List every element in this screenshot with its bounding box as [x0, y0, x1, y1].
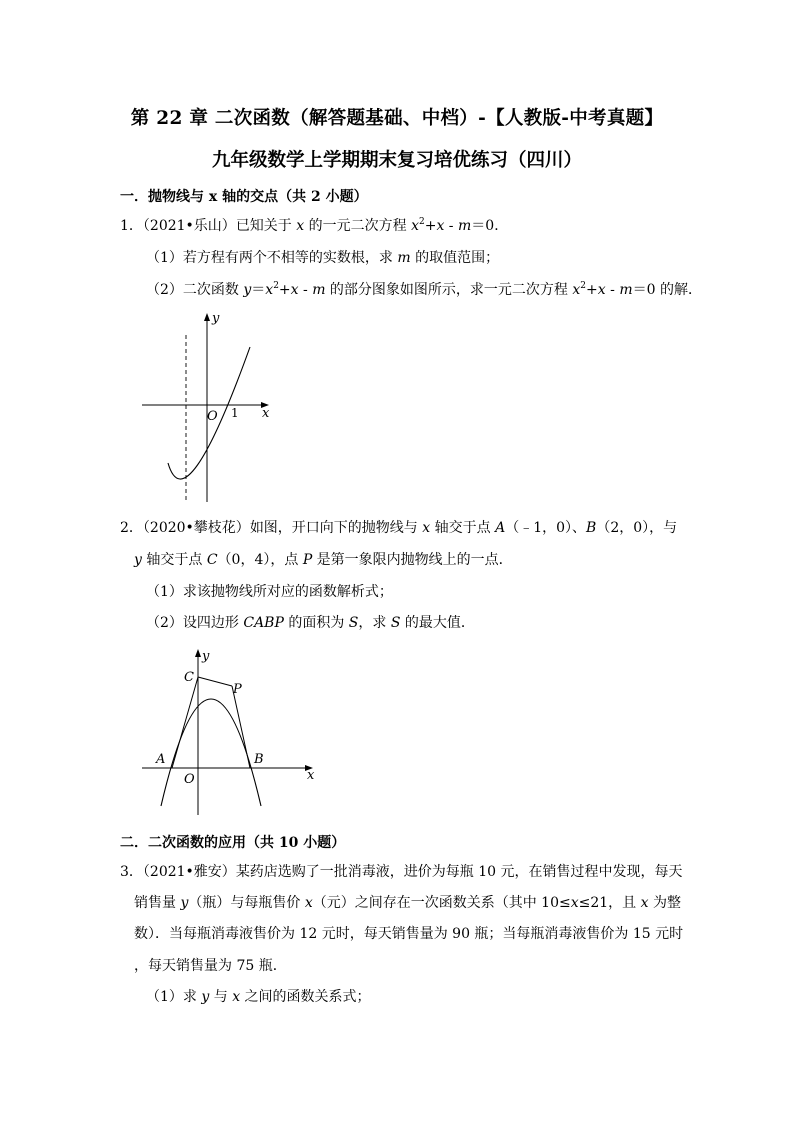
point-c-label: C — [184, 670, 194, 685]
question-3-stem-line-1: 3．（2021•雅安）某药店选购了一批消毒液，进价为每瓶 10 元，在销售过程中发现，每天 — [120, 864, 683, 880]
point-b-label: B — [254, 752, 264, 767]
point-p-label: P — [233, 682, 242, 697]
section-heading-2: 二．二次函数的应用（共 10 小题） — [120, 835, 346, 851]
question-2-stem-line-1: 2．（2020•攀枝花）如图，开口向下的抛物线与 x 轴交于点 A（﹣1，0）、B（2，0），与 — [120, 520, 678, 536]
question-2-figure — [135, 640, 325, 820]
question-3-stem-line-2: 销售量 y（瓶）与每瓶售价 x（元）之间存在一次函数关系（其中 10≤x≤21，且 x 为整 — [134, 895, 681, 911]
question-3-stem-line-3: 数）．当每瓶消毒液售价为 12 元时，每天销售量为 90 瓶；当每瓶消毒液售价为 15 元时 — [134, 926, 684, 942]
segment-pb — [232, 686, 250, 768]
question-2-stem-line-2: y 轴交于点 C（0，4），点 P 是第一象限内抛物线上的一点． — [134, 552, 513, 568]
question-1-part-2: （2）二次函数 $y=x^2+x - m$ 的部分图象如图所示，求一元二次方程 $x^2+x - m=0$ 的解． — [146, 281, 702, 298]
document-subtitle: 九年级数学上学期期末复习培优练习（四川） — [211, 150, 582, 171]
y-axis-arrow — [204, 313, 210, 321]
segment-cp — [198, 677, 232, 686]
origin-label: O — [184, 772, 195, 787]
document-title: 第 22 章 二次函数（解答题基础、中档）-【人教版-中考真题】 — [130, 108, 664, 129]
x-axis-label: x — [262, 406, 270, 421]
question-2-part-2: （2）设四边形 CABP 的面积为 S，求 S 的最大值． — [146, 615, 475, 631]
question-3-stem-line-4: ，每天销售量为 75 瓶． — [134, 958, 287, 974]
question-1-part-1: （1）若方程有两个不相等的实数根，求 m 的取值范围； — [146, 250, 500, 266]
tick-label-1: 1 — [231, 406, 239, 420]
x-axis-label: x — [307, 768, 315, 783]
question-2-part-1: （1）求该抛物线所对应的函数解析式； — [146, 584, 393, 600]
question-3-part-1: （1）求 y 与 x 之间的函数关系式； — [146, 989, 371, 1005]
question-1-stem: 1．（2021•乐山）已知关于 x 的一元二次方程 $x^2+x - m=0$． — [120, 217, 509, 234]
y-axis-arrow — [195, 649, 201, 657]
segment-ca — [172, 677, 198, 768]
y-axis-label: y — [202, 649, 210, 664]
question-1-figure — [135, 305, 285, 510]
point-a-label: A — [156, 752, 166, 767]
section-heading-1: 一．抛物线与 x 轴的交点（共 2 小题） — [120, 189, 368, 205]
y-axis-label: y — [212, 311, 220, 326]
origin-label: O — [207, 409, 218, 424]
